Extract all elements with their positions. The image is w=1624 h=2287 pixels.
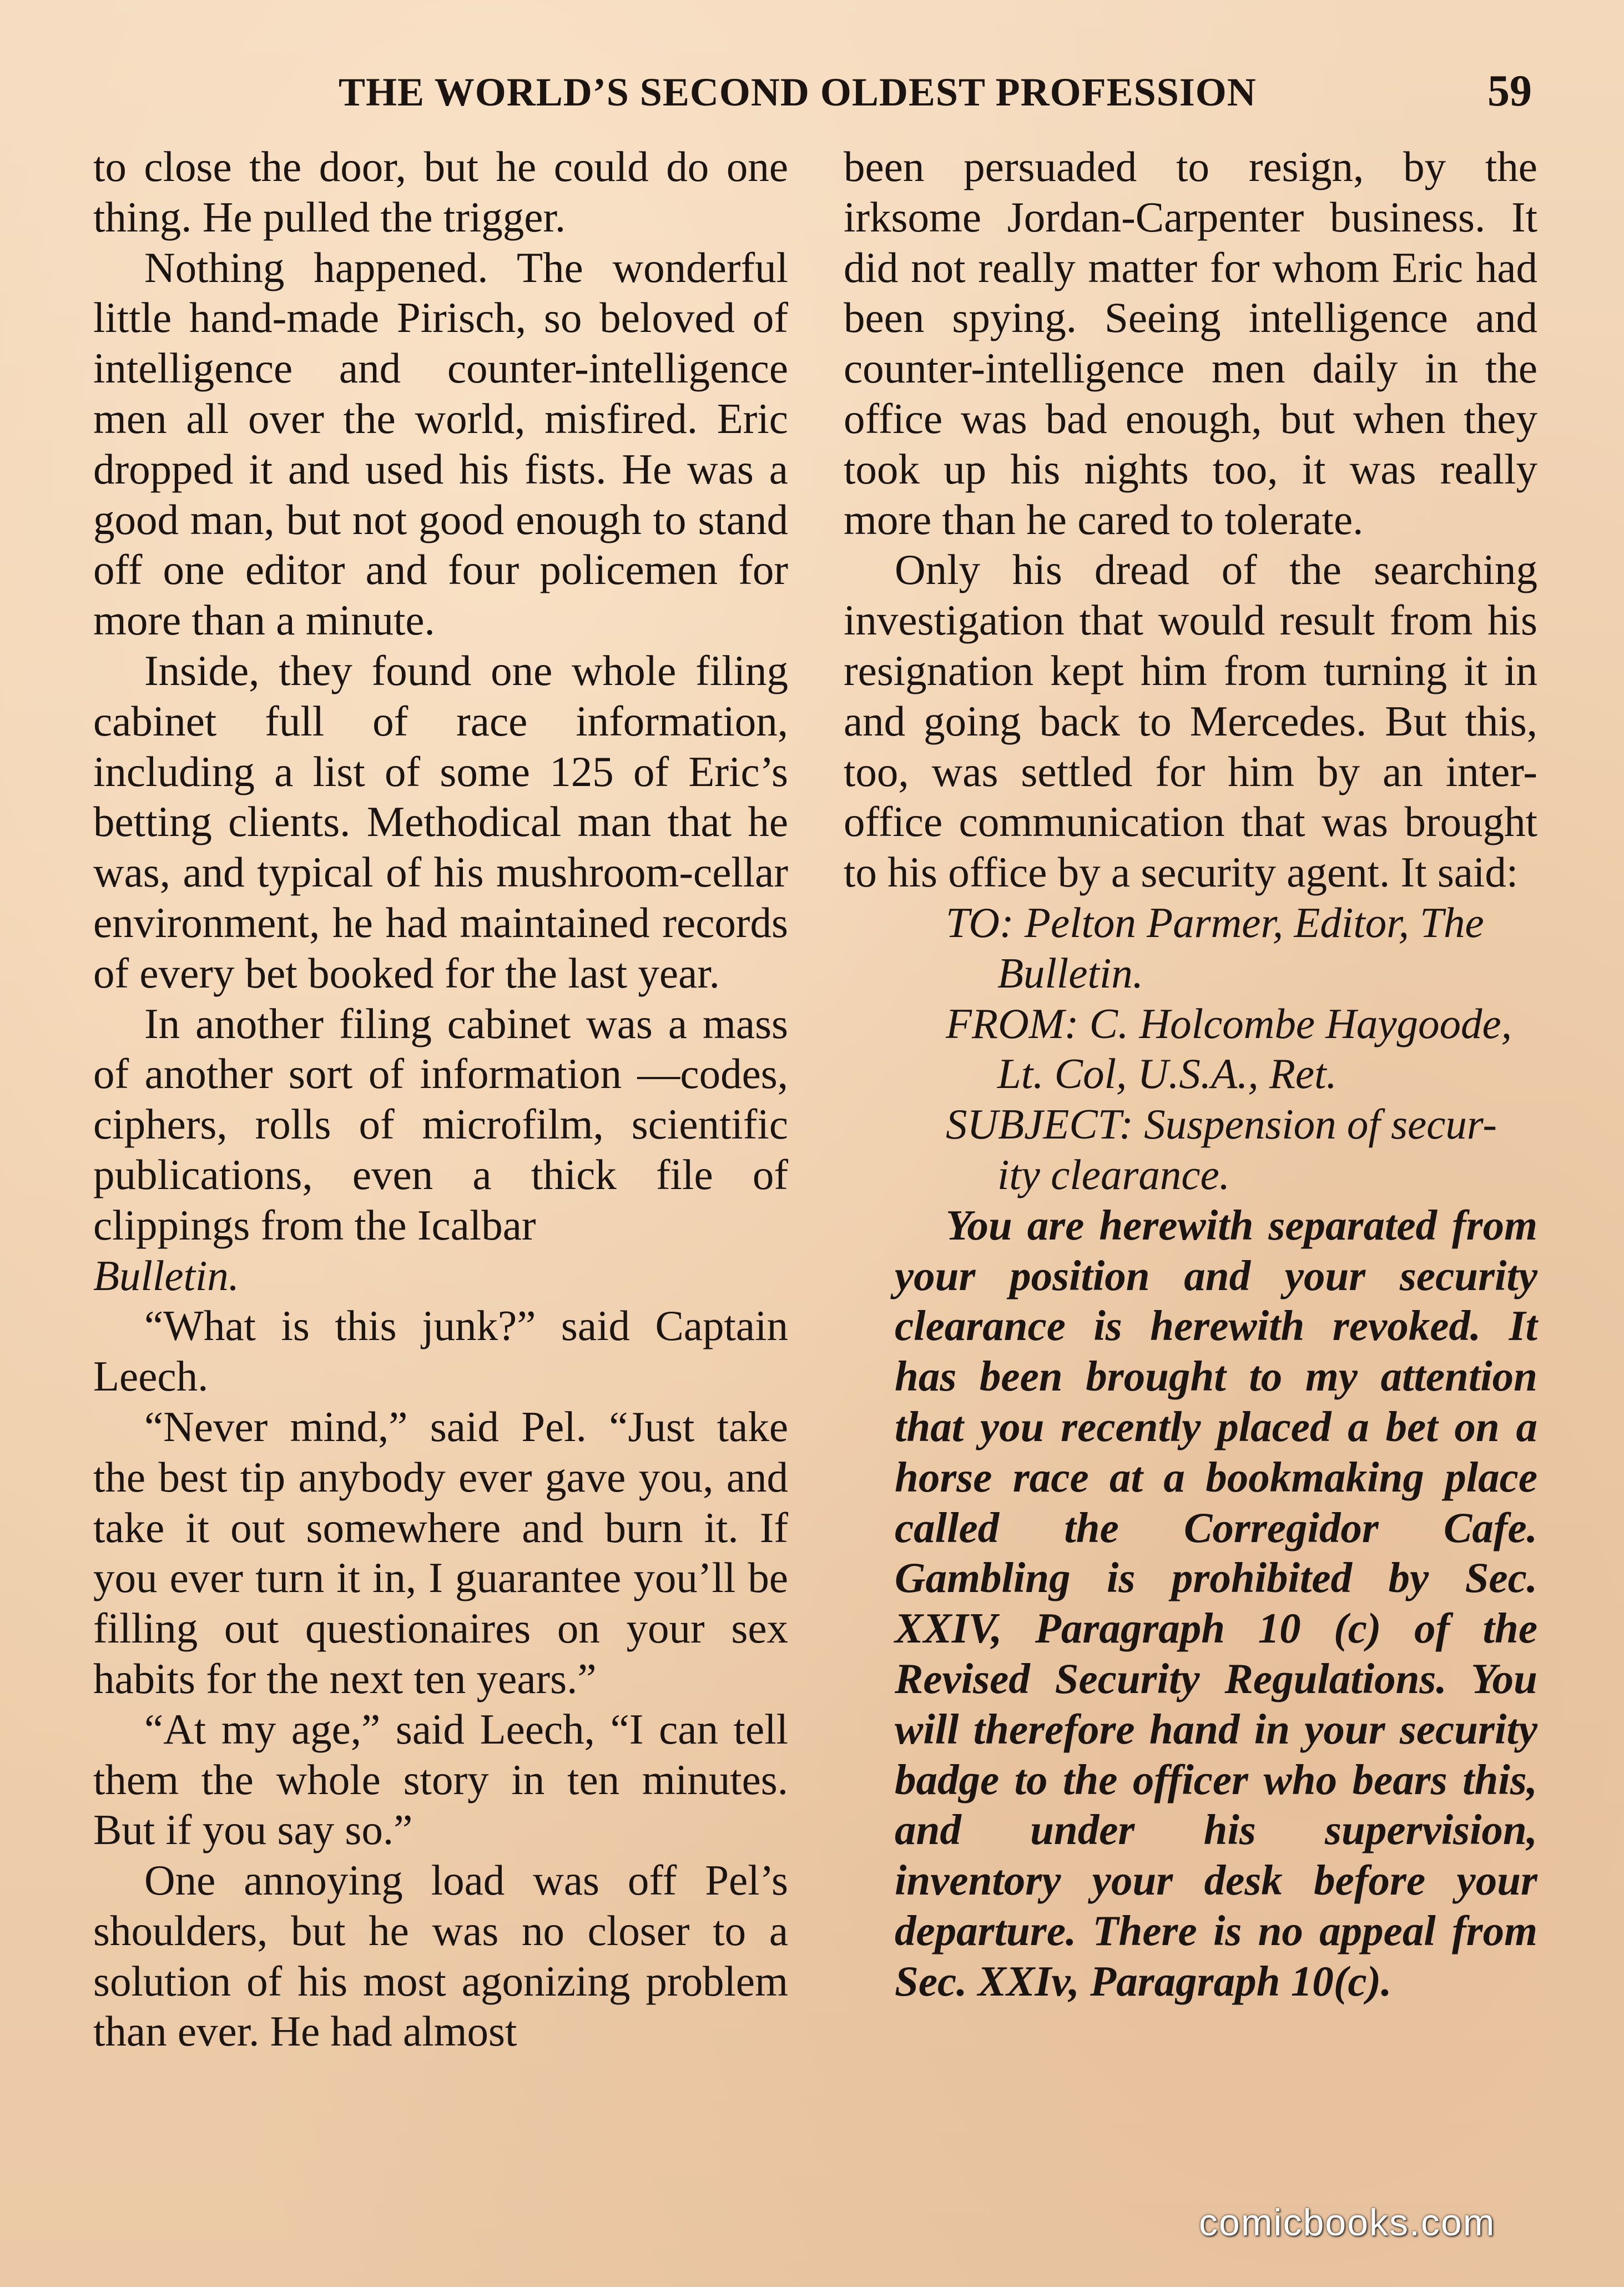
page-header (339, 69, 1543, 125)
running-head: THE WORLD’S SECOND OLDEST PROFESSION (339, 70, 1257, 114)
memo-from: FROM: C. Holcombe Haygoode, (946, 999, 1512, 1047)
paragraph: In another filing cabinet was a mass of another sort of information —codes, ciphers, rolls of microfilm, scientific publications, even a thick file of clippings from the Icalbar (93, 999, 788, 1249)
watermark: comicbooks.com (1199, 2202, 1496, 2244)
memo-to: TO: Pelton Parmer, Editor, The (946, 898, 1484, 946)
memo-body: You are herewith separated from your position and your security clearance is herewith revoked. It has been brought to my attention that you recently placed a bet on a horse race at a bookmaking place called the Corregidor Cafe. Gambling is prohibited by Sec. XXIV, Paragraph 10 (c) of the Revised Security Regulations. You will therefore hand in your security badge to the officer who bears this, and under his supervision, inventory your desk before your departure. There is no appeal from Sec. XXIv, Paragraph 10(c). (895, 1201, 1537, 2005)
paragraph: been persuaded to resign, by the irksome Jordan-Carpenter business. It did not really matter for whom Eric had been spying. Seeing intelligence and counter-intelligence men daily in the office was bad enough, but when they took up his nights too, it was really more than he cared to tolerate. (844, 143, 1537, 543)
memo-from-continued: Lt. Col, U.S.A., Ret. (997, 1050, 1337, 1098)
memo-subject-continued: ity clearance. (997, 1150, 1230, 1198)
right-column (844, 142, 1537, 2006)
paragraph: “At my age,” said Leech, “I can tell them the whole story in ten minutes. But if you say so.” (93, 1705, 788, 1854)
paragraph: One annoying load was off Pel’s shoulders, but he was no closer to a solution of his most agonizing problem than ever. He had almost (93, 1856, 788, 2056)
paragraph: Nothing happened. The wonderful little hand-made Pirisch, so beloved of intelligence and counter-intelligence men all over the world, misfired. Eric dropped it and used his fists. He was a good man, but not good enough to stand off one editor and four policemen for more than a minute. (93, 243, 788, 644)
left-column (93, 142, 788, 2057)
paragraph: Inside, they found one whole filing cabinet full of race information, including a list of some 125 of Eric’s betting clients. Methodical man that he was, and typical of his mushroom-cellar environment, he had maintained records of every bet booked for the last year. (93, 646, 788, 997)
memo-to-continued: Bulletin. (997, 949, 1144, 997)
page-number: 59 (1487, 67, 1532, 115)
paragraph: to close the door, but he could do one thing. He pulled the trigger. (93, 143, 788, 241)
paragraph: “What is this junk?” said Captain Leech. (93, 1302, 788, 1401)
paragraph: “Never mind,” said Pel. “Just take the best tip anybody ever gave you, and take it out somewhere and burn it. If you ever turn it in, I guarantee you’ll be filling out questionaires on your sex habits for the next ten years.” (93, 1402, 788, 1702)
memo-subject: SUBJECT: Suspension of secur- (946, 1100, 1497, 1148)
paragraph-continuation: Bulletin. (93, 1251, 240, 1299)
paragraph: Only his dread of the searching investigation that would result from his resignation kept him from turning it in and going back to Mercedes. But this, too, was settled for him by an inter-office communication that was brought to his office by a security agent. It said: (844, 546, 1537, 896)
